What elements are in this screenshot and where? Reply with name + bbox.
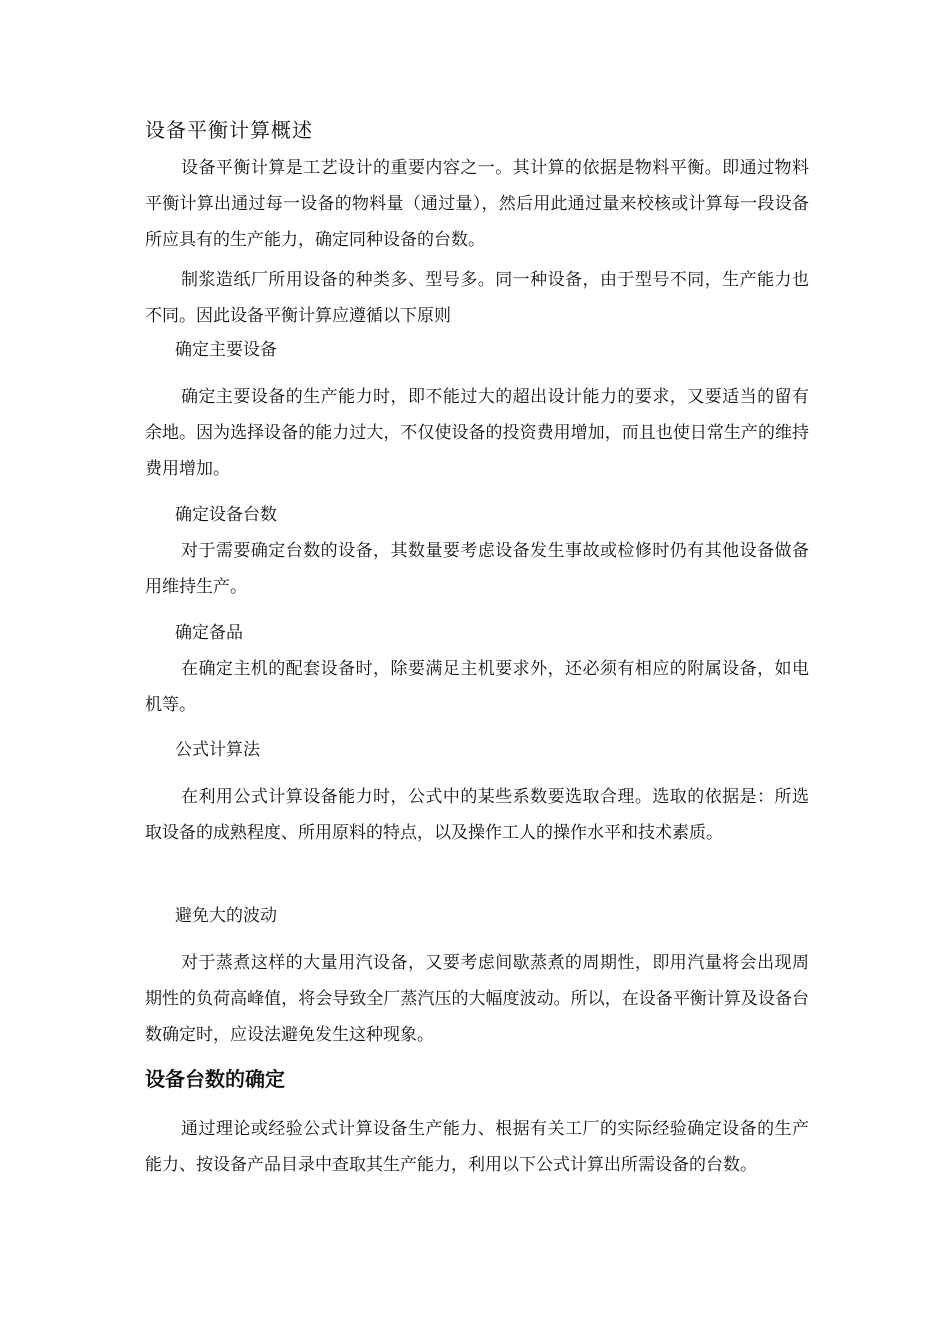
section-text-main-equipment: 确定主要设备的生产能力时，即不能过大的超出设计能力的要求，又要适当的留有余地。因为选择设备的能力过大，不仅使设备的投资费用增加，而且也使日常生产的维持费用增加。 [145, 387, 809, 479]
intro-paragraph-2: 制浆造纸厂所用设备的种类多、型号多。同一种设备，由于型号不同，生产能力也不同。因此设备平衡计算应遵循以下原则 [145, 270, 809, 326]
section2-heading: 设备台数的确定 [145, 1067, 285, 1091]
document-title: 设备平衡计算概述 [145, 118, 313, 142]
section-text-avoid-fluctuation: 对于蒸煮这样的大量用汽设备，又要考虑间歇蒸煮的周期性，即用汽量将会出现周期性的负荷高峰值，将会导致全厂蒸汽压的大幅度波动。所以，在设备平衡计算及设备台数确定时，应设法避免发生这种现象。 [145, 953, 809, 1045]
section-text-equipment-count: 对于需要确定台数的设备，其数量要考虑设备发生事故或检修时仍有其他设备做备用维持生产。 [145, 541, 809, 597]
section-text-formula-method: 在利用公式计算设备能力时，公式中的某些系数要选取合理。选取的依据是：所选取设备的成熟程度、所用原料的特点，以及操作工人的操作水平和技术素质。 [145, 787, 809, 843]
section-heading-spare-parts: 确定备品 [175, 623, 243, 643]
section-heading-avoid-fluctuation: 避免大的波动 [175, 906, 277, 926]
section2-text: 通过理论或经验公式计算设备生产能力、根据有关工厂的实际经验确定设备的生产能力、按设备产品目录中查取其生产能力，利用以下公式计算出所需设备的台数。 [145, 1119, 809, 1175]
section-heading-formula-method: 公式计算法 [175, 740, 260, 760]
intro-paragraph-1: 设备平衡计算是工艺设计的重要内容之一。其计算的依据是物料平衡。即通过物料平衡计算出通过每一设备的物料量（通过量），然后用此通过量来校核或计算每一段设备所应具有的生产能力，确定同种设备的台数。 [145, 158, 809, 250]
section-text-spare-parts: 在确定主机的配套设备时，除要满足主机要求外，还必须有相应的附属设备，如电机等。 [145, 659, 809, 715]
section-heading-equipment-count: 确定设备台数 [175, 505, 277, 525]
section-heading-main-equipment: 确定主要设备 [175, 340, 277, 360]
